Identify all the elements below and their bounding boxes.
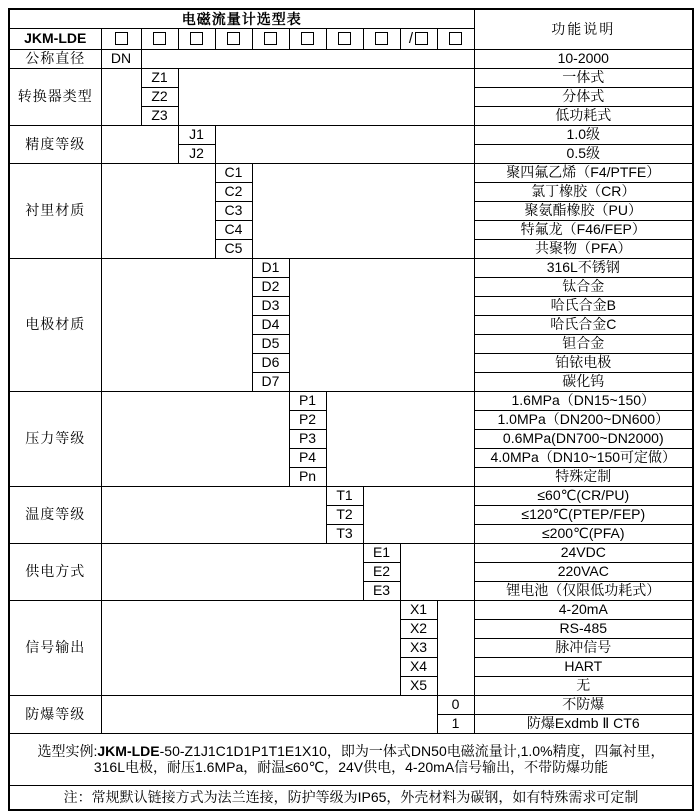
- desc-e3: 锂电池（仅限低功耗式）: [474, 581, 693, 600]
- spacer-cell: [252, 163, 474, 258]
- selection-table: [8, 8, 694, 811]
- code-ex0: 0: [437, 695, 474, 714]
- desc-x4: HART: [474, 657, 693, 676]
- code-c3: C3: [215, 201, 252, 220]
- code-z2: Z2: [141, 87, 178, 106]
- desc-d7: 碳化钨: [474, 372, 693, 391]
- desc-z1: 一体式: [474, 68, 693, 87]
- example-model-code: JKM-LDE: [97, 742, 160, 759]
- spacer-cell: [101, 600, 400, 695]
- group-label-accuracy-class: 精度等级: [9, 125, 101, 163]
- checkbox-icon[interactable]: [449, 32, 462, 45]
- code-p4: P4: [289, 448, 326, 467]
- desc-pn: 特殊定制: [474, 467, 693, 486]
- checkbox-icon[interactable]: [338, 32, 351, 45]
- code-c2: C2: [215, 182, 252, 201]
- spacer-cell: [215, 125, 474, 163]
- desc-x2: RS-485: [474, 619, 693, 638]
- code-c1: C1: [215, 163, 252, 182]
- spacer-cell: [289, 258, 474, 391]
- code-d7: D7: [252, 372, 289, 391]
- selection-sheet: [8, 8, 694, 811]
- example-text-line2: 316L电极，耐压1.6MPa，耐温≤60℃，24V供电，4-20mA信号输出，不带防爆功能: [93, 759, 609, 775]
- desc-z3: 低功耗式: [474, 106, 693, 125]
- code-c5: C5: [215, 239, 252, 258]
- code-d5: D5: [252, 334, 289, 353]
- model-checkbox-cell-1: [101, 28, 141, 49]
- group-label-pressure-rating: 压力等级: [9, 391, 101, 486]
- code-j2: J2: [178, 144, 215, 163]
- desc-t2: ≤120℃(PTEP/FEP): [474, 505, 693, 524]
- desc-d2: 钛合金: [474, 277, 693, 296]
- desc-c5: 共聚物（PFA）: [474, 239, 693, 258]
- desc-d5: 钽合金: [474, 334, 693, 353]
- desc-d1: 316L不锈钢: [474, 258, 693, 277]
- desc-c1: 聚四氟乙烯（F4/PTFE）: [474, 163, 693, 182]
- code-d2: D2: [252, 277, 289, 296]
- code-dn: DN: [101, 49, 141, 68]
- code-e2: E2: [363, 562, 400, 581]
- desc-e1: 24VDC: [474, 543, 693, 562]
- code-e3: E3: [363, 581, 400, 600]
- desc-x5: 无: [474, 676, 693, 695]
- model-prefix: JKM-LDE: [9, 28, 101, 49]
- code-z1: Z1: [141, 68, 178, 87]
- desc-t3: ≤200℃(PFA): [474, 524, 693, 543]
- code-p2: P2: [289, 410, 326, 429]
- desc-x3: 脉冲信号: [474, 638, 693, 657]
- desc-dn: 10-2000: [474, 49, 693, 68]
- checkbox-icon[interactable]: [227, 32, 240, 45]
- checkbox-icon[interactable]: [115, 32, 128, 45]
- model-checkbox-cell-5: [252, 28, 289, 49]
- desc-x1: 4-20mA: [474, 600, 693, 619]
- code-ex1: 1: [437, 714, 474, 733]
- example-label: 选型实例:: [37, 742, 98, 759]
- code-x4: X4: [400, 657, 437, 676]
- group-label-lining-material: 衬里材质: [9, 163, 101, 258]
- code-e1: E1: [363, 543, 400, 562]
- code-z3: Z3: [141, 106, 178, 125]
- desc-d4: 哈氏合金C: [474, 315, 693, 334]
- spacer-cell: [101, 486, 326, 543]
- code-d3: D3: [252, 296, 289, 315]
- slash-separator: /: [408, 29, 414, 47]
- spacer-cell: [326, 391, 474, 486]
- code-x3: X3: [400, 638, 437, 657]
- desc-ex0: 不防爆: [474, 695, 693, 714]
- desc-ex1: 防爆Exdmb Ⅱ CT6: [474, 714, 693, 733]
- spacer-cell: [363, 486, 474, 543]
- group-label-nominal-diameter: 公称直径: [9, 49, 101, 68]
- desc-c2: 氯丁橡胶（CR）: [474, 182, 693, 201]
- model-checkbox-cell-10: [437, 28, 474, 49]
- code-d1: D1: [252, 258, 289, 277]
- code-j1: J1: [178, 125, 215, 144]
- code-x5: X5: [400, 676, 437, 695]
- spacer-cell: [101, 163, 215, 258]
- code-t3: T3: [326, 524, 363, 543]
- desc-d6: 铂铱电极: [474, 353, 693, 372]
- model-checkbox-cell-8: [363, 28, 400, 49]
- code-x2: X2: [400, 619, 437, 638]
- spacer-cell: [178, 68, 474, 125]
- model-checkbox-cell-9: [400, 28, 437, 49]
- table-title: 电磁流量计选型表: [9, 9, 474, 28]
- spacer-cell: [437, 600, 474, 695]
- desc-p3: 0.6MPa(DN700~DN2000): [474, 429, 693, 448]
- code-p1: P1: [289, 391, 326, 410]
- desc-d3: 哈氏合金B: [474, 296, 693, 315]
- selection-example: [9, 733, 693, 785]
- desc-j2: 0.5级: [474, 144, 693, 163]
- desc-c4: 特氟龙（F46/FEP）: [474, 220, 693, 239]
- group-label-temperature-rating: 温度等级: [9, 486, 101, 543]
- group-label-electrode-material: 电极材质: [9, 258, 101, 391]
- model-checkbox-cell-3: [178, 28, 215, 49]
- checkbox-icon[interactable]: [415, 32, 428, 45]
- desc-p4: 4.0MPa（DN10~150可定做）: [474, 448, 693, 467]
- checkbox-icon[interactable]: [375, 32, 388, 45]
- code-d4: D4: [252, 315, 289, 334]
- spacer-cell: [101, 695, 437, 733]
- model-checkbox-cell-4: [215, 28, 252, 49]
- spacer-cell: [101, 543, 363, 600]
- code-x1: X1: [400, 600, 437, 619]
- default-config-note: 注：常规默认链接方式为法兰连接，防护等级为IP65，外壳材料为碳钢，如有特殊需求可定制: [9, 785, 693, 810]
- model-checkbox-cell-7: [326, 28, 363, 49]
- model-checkbox-cell-6: [289, 28, 326, 49]
- desc-p1: 1.6MPa（DN15~150）: [474, 391, 693, 410]
- desc-p2: 1.0MPa（DN200~DN600）: [474, 410, 693, 429]
- desc-c3: 聚氨酯橡胶（PU）: [474, 201, 693, 220]
- spacer-cell: [101, 68, 141, 125]
- example-text-line1: -50-Z1J1C1D1P1T1E1X10，即为一体式DN50电磁流量计,1.0%精度，四氟衬里，: [159, 742, 665, 759]
- checkbox-icon[interactable]: [301, 32, 314, 45]
- code-t1: T1: [326, 486, 363, 505]
- group-label-converter-type: 转换器类型: [9, 68, 101, 125]
- checkbox-icon[interactable]: [190, 32, 203, 45]
- spacer-cell: [400, 543, 474, 600]
- code-c4: C4: [215, 220, 252, 239]
- code-p3: P3: [289, 429, 326, 448]
- group-label-power-supply: 供电方式: [9, 543, 101, 600]
- desc-z2: 分体式: [474, 87, 693, 106]
- function-column-header: 功能说明: [474, 9, 693, 49]
- code-pn: Pn: [289, 467, 326, 486]
- checkbox-icon[interactable]: [264, 32, 277, 45]
- spacer-cell: [141, 49, 474, 68]
- checkbox-icon[interactable]: [153, 32, 166, 45]
- group-label-explosion-proof: 防爆等级: [9, 695, 101, 733]
- spacer-cell: [101, 391, 289, 486]
- desc-t1: ≤60℃(CR/PU): [474, 486, 693, 505]
- desc-e2: 220VAC: [474, 562, 693, 581]
- desc-j1: 1.0级: [474, 125, 693, 144]
- model-checkbox-cell-2: [141, 28, 178, 49]
- group-label-signal-output: 信号输出: [9, 600, 101, 695]
- spacer-cell: [101, 258, 252, 391]
- code-d6: D6: [252, 353, 289, 372]
- code-t2: T2: [326, 505, 363, 524]
- spacer-cell: [101, 125, 178, 163]
